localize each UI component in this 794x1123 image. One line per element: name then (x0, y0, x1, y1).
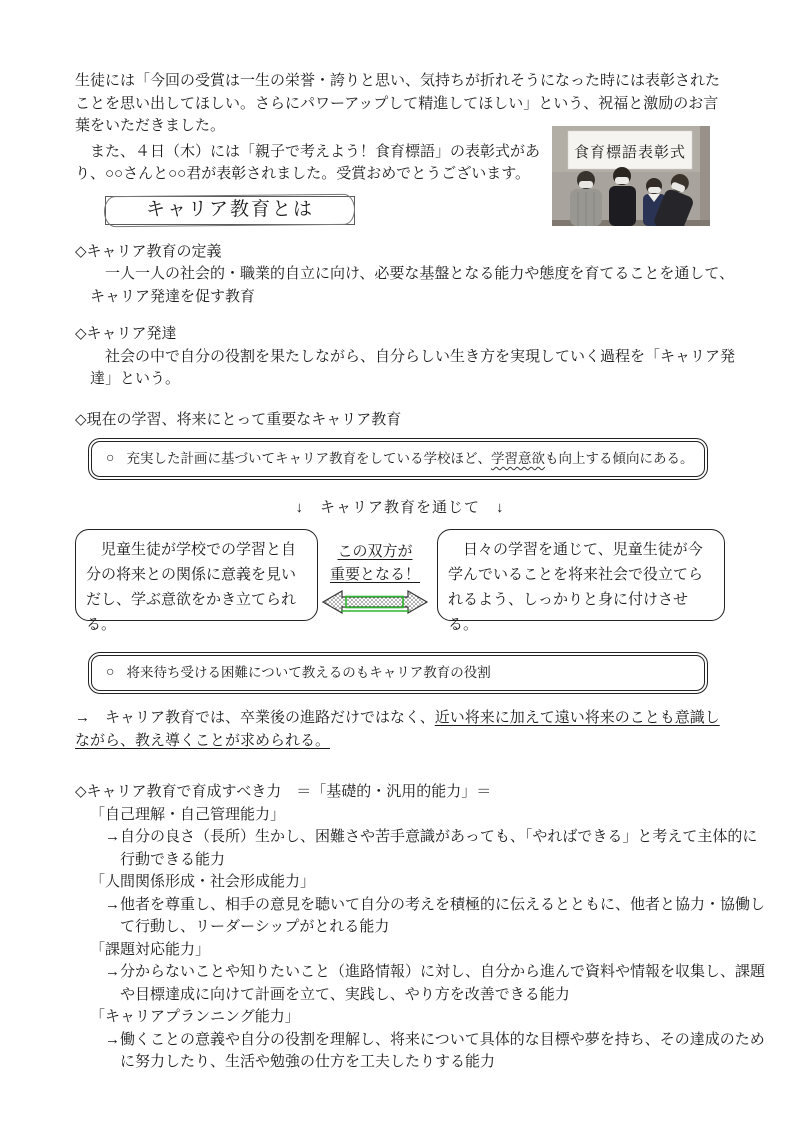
highlight-box-1-text: 充実した計画に基づいてキャリア教育をしている学校ほど、学習意欲も向上する傾向にある。 (126, 451, 694, 466)
ability-desc-self-management: →自分の良さ（長所）生かし、困難さや苦手意識があっても、「やればできる」と考えて主体的に行動できる能力 (105, 829, 758, 868)
flow-center (318, 529, 432, 625)
flow-right-box: 日々の学習を通じて、児童生徒が今学んでいることを将来社会で役立てられるよう、しっかりと身に付けさせる。 (437, 529, 725, 621)
highlight-box-2-text: 将来待ち受ける困難について教えるのもキャリア教育の役割 (126, 665, 491, 680)
ability-name-problem-solving: 「課題対応能力」 (90, 941, 211, 958)
highlight-box-1 (88, 438, 708, 480)
flow-center-label: この双方が 重要となる！ (329, 543, 420, 583)
intro-paragraph-2: また、４日（木）には「親子で考えよう！食育標語」の表彰式があり、○○さんと○○君が表彰されました。受賞おめでとうございます。 (75, 143, 541, 182)
heading-career-development: ◇キャリア発達 (75, 326, 177, 342)
flow-left-box: 児童生徒が学校での学習と自分の将来との関係に意義を見いだし、学ぶ意欲をかき立てられる。 (75, 529, 318, 621)
intro-paragraph-1: 生徒には「今回の受賞は一生の栄誉・誇りと思い、気持ちが折れそうになった時には表彰されたことを思い出してほしい。さらにパワーアップして精進してほしい」という、祝福と激励のお言葉をいただきました。 (75, 73, 721, 134)
ability-desc-career-planning: →働くことの意義や自分の役割を理解し、将来について具体的な目標や夢を持ち、その達成のために努力したり、生活や勉強の仕方を工夫したりする能力 (105, 1031, 765, 1070)
heading-career-definition: ◇キャリア教育の定義 (75, 243, 222, 260)
ability-name-self-management: 「自己理解・自己管理能力」 (90, 806, 286, 823)
award-ceremony-photo-graphic (552, 126, 710, 226)
heading-abilities: ◇キャリア教育で育成すべき力 ＝「基礎的・汎用的能力」＝ (75, 784, 492, 800)
through-career-education-label: ↓ キャリア教育を通じて ↓ (295, 500, 505, 516)
conclusion-paragraph: → キャリア教育では、卒業後の進路だけではなく、近い将来に加えて遠い将来のことも意識しながら、教え導くことが求められる。 (75, 710, 720, 749)
ability-name-career-planning: 「キャリアプランニング能力」 (90, 1009, 300, 1025)
double-arrow-icon (318, 589, 432, 625)
highlight-box-2 (88, 652, 708, 694)
circle-bullet: ○ (106, 665, 115, 680)
career-definition-body: 一人一人の社会的・職業的自立に向け、必要な基盤となる能力や態度を育てることを通して、キャリア発達を促す教育 (90, 266, 735, 305)
section-title-career-education: キャリア教育とは (105, 196, 355, 226)
ability-desc-problem-solving: →分からないことや知りたいこと（進路情報）に対し、自分から進んで資料や情報を収集し、課題や目標達成に向けて計画を立て、実践し、やり方を改善できる能力 (105, 964, 766, 1003)
wavy-underlined-term: 学習意欲 (490, 451, 545, 466)
right-arrow-glyph: → (75, 710, 106, 726)
ability-name-relationships: 「人間関係形成・社会形成能力」 (90, 874, 316, 890)
career-development-body: 社会の中で自分の役割を果たしながら、自分らしい生き方を実現していく過程を「キャリア発達」という。 (90, 348, 736, 387)
ability-desc-relationships: →他者を尊重し、相手の意見を聴いて自分の考えを積極的に伝えるとともに、他者と協力・協働して行動し、リーダーシップがとれる能力 (105, 896, 766, 935)
heading-career-importance: ◇現在の学習、将来にとって重要なキャリア教育 (75, 411, 402, 428)
photo-banner-text: 食育標語表彰式 (573, 145, 687, 161)
circle-bullet: ○ (106, 451, 115, 466)
flow-diagram (75, 529, 725, 633)
conclusion-underlined-text: 近い将来に加えて遠い将来のことも意識しながら、教え導くことが求められる。 (75, 710, 720, 749)
award-ceremony-photo (552, 126, 710, 226)
